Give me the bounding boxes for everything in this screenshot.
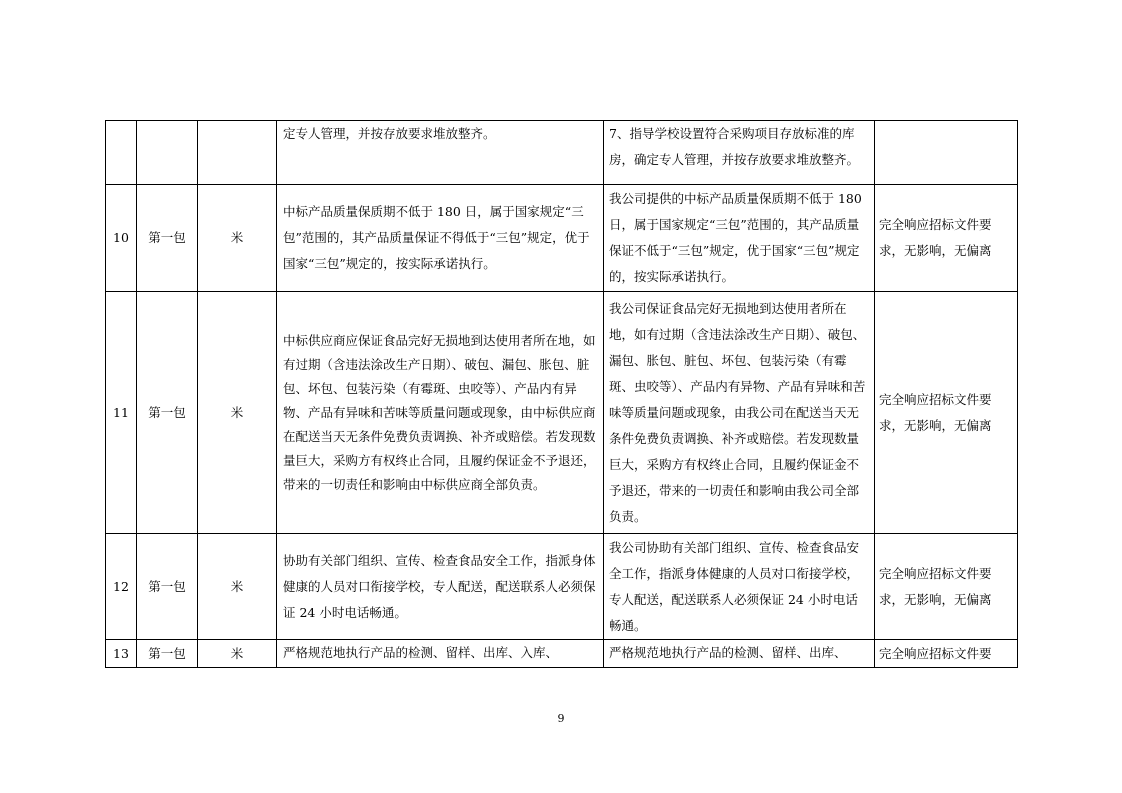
deviation-text: 完全响应招标文件要求，无影响，无偏离	[875, 534, 1018, 640]
deviation-text	[875, 121, 1018, 185]
table-row	[106, 534, 1018, 640]
deviation-text: 完全响应招标文件要求，无影响，无偏离	[875, 185, 1018, 292]
deviation-table	[105, 120, 1018, 668]
requirement-text: 中标产品质量保质期不低于 180 日，属于国家规定“三包”范围的，其产品质量保证不得低于“三包”规定，优于国家“三包”规定的，按实际承诺执行。	[277, 185, 604, 292]
requirement-text: 协助有关部门组织、宣传、检查食品安全工作，指派身体健康的人员对口衔接学校，专人配送，配送联系人必须保证 24 小时电话畅通。	[277, 534, 604, 640]
row-number: 11	[106, 292, 137, 534]
item-name	[198, 121, 277, 185]
package-name: 第一包	[137, 292, 198, 534]
package-name	[137, 121, 198, 185]
table-row	[106, 121, 1018, 185]
page-number: 9	[557, 712, 565, 725]
deviation-text: 完全响应招标文件要求，无影响，无偏离	[875, 292, 1018, 534]
response-text: 我公司提供的中标产品质量保质期不低于 180 日，属于国家规定“三包”范围的，其产品质量保证不低于“三包”规定，优于国家“三包”规定的，按实际承诺执行。	[604, 185, 875, 292]
item-name: 米	[198, 534, 277, 640]
table-row	[106, 640, 1018, 668]
deviation-text: 完全响应招标文件要	[875, 640, 1018, 668]
item-name: 米	[198, 292, 277, 534]
response-text: 我公司保证食品完好无损地到达使用者所在地，如有过期（含违法涂改生产日期）、破包、漏包、胀包、脏包、坏包、包装污染（有霉斑、虫咬等）、产品内有异物、产品有异味和苦味等质量问题或现象，由我公司在配送当天无条件免费负责调换、补齐或赔偿。若发现数量巨大，采购方有权终止合同，且履约保证金不予退还，带来的一切责任和影响由我公司全部负责。	[604, 292, 875, 534]
requirement-text: 定专人管理，并按存放要求堆放整齐。	[277, 121, 604, 185]
item-name: 米	[198, 640, 277, 668]
response-text: 我公司协助有关部门组织、宣传、检查食品安全工作，指派身体健康的人员对口衔接学校，专人配送，配送联系人必须保证 24 小时电话畅通。	[604, 534, 875, 640]
response-text: 严格规范地执行产品的检测、留样、出库、	[604, 640, 875, 668]
package-name: 第一包	[137, 185, 198, 292]
row-number: 12	[106, 534, 137, 640]
package-name: 第一包	[137, 640, 198, 668]
table-row	[106, 292, 1018, 534]
package-name: 第一包	[137, 534, 198, 640]
row-number: 13	[106, 640, 137, 668]
item-name: 米	[198, 185, 277, 292]
table-row	[106, 185, 1018, 292]
requirement-text: 严格规范地执行产品的检测、留样、出库、入库、	[277, 640, 604, 668]
row-number: 10	[106, 185, 137, 292]
row-number	[106, 121, 137, 185]
response-text: 7、指导学校设置符合采购项目存放标准的库房，确定专人管理，并按存放要求堆放整齐。	[604, 121, 875, 185]
requirement-text: 中标供应商应保证食品完好无损地到达使用者所在地，如有过期（含违法涂改生产日期）、破包、漏包、胀包、脏包、坏包、包装污染（有霉斑、虫咬等）、产品内有异物、产品有异味和苦味等质量问题或现象，由中标供应商在配送当天无条件免费负责调换、补齐或赔偿。若发现数量巨大，采购方有权终止合同，且履约保证金不予退还，带来的一切责任和影响由中标供应商全部负责。	[277, 292, 604, 534]
